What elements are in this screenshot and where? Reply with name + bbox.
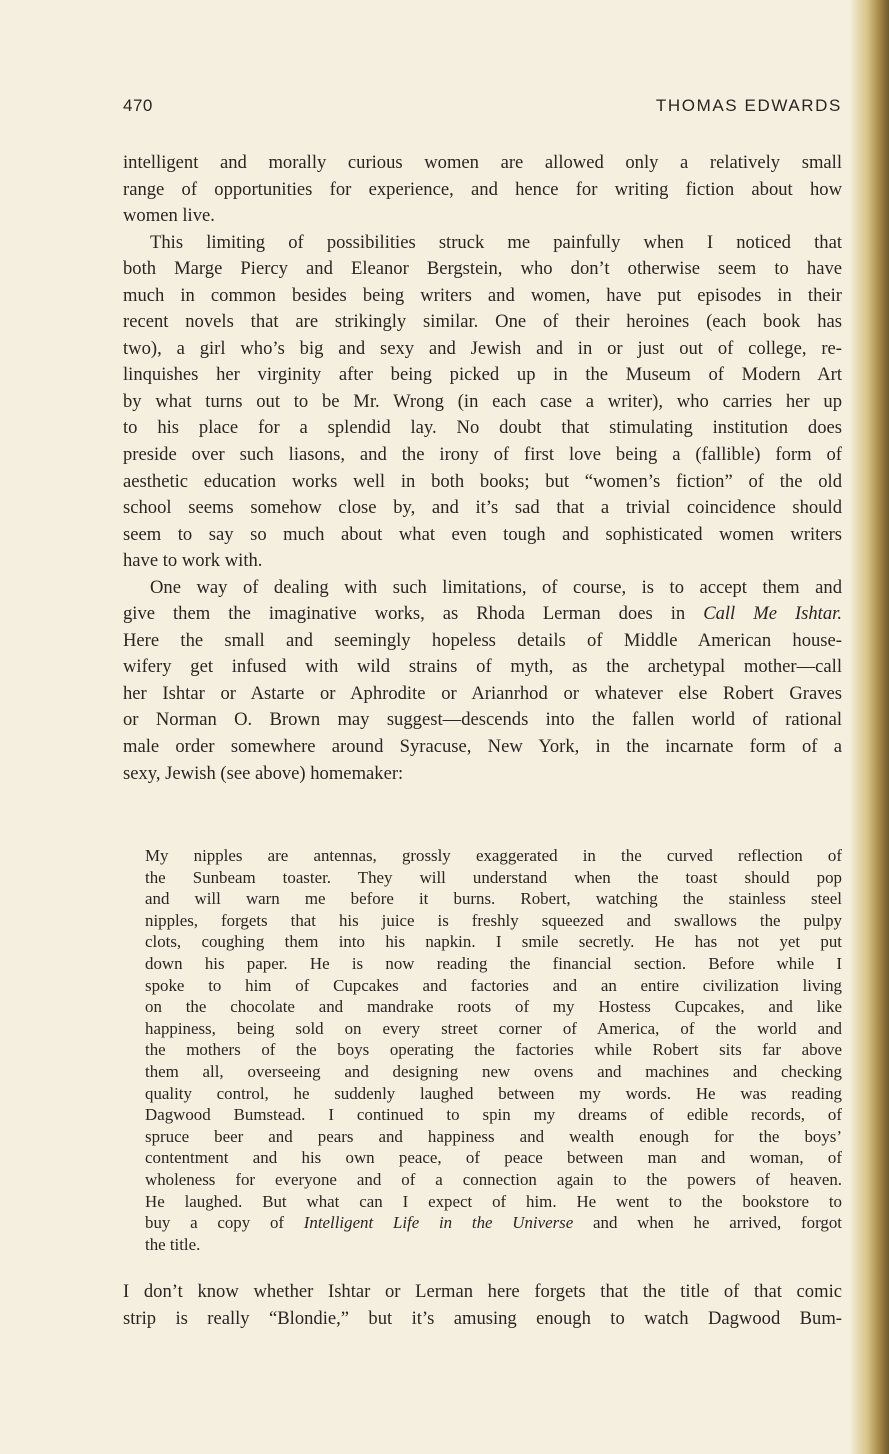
text-line xyxy=(145,1083,842,1105)
text-line xyxy=(123,575,842,602)
text-line xyxy=(123,442,842,469)
line-text: spoke to him of Cupcakes and factories and an entire civilization living xyxy=(145,975,842,995)
line-text: clots, coughing them into his napkin. I smile secretly. He has not yet put xyxy=(145,932,842,952)
text-line xyxy=(123,628,842,655)
text-line xyxy=(145,1169,842,1191)
body-text-before-quote xyxy=(123,150,842,787)
text-line xyxy=(145,996,842,1018)
text-line xyxy=(123,230,842,257)
line-text: I don’t know whether Ishtar or Lerman here forgets that the title of that comic xyxy=(123,1281,842,1302)
text-line xyxy=(123,734,842,761)
text-line xyxy=(145,1061,842,1083)
line-text: Dagwood Bumstead. I continued to spin my dreams of edible records, of xyxy=(145,1105,842,1125)
line-text: preside over such liasons, and the irony of first love being a (fallible) form of xyxy=(123,444,842,466)
text-line xyxy=(123,203,842,230)
text-line xyxy=(123,283,842,310)
text-line xyxy=(123,336,842,363)
line-text: down his paper. He is now reading the financial section. Before while I xyxy=(145,953,842,973)
line-text: My nipples are antennas, grossly exaggerated in the curved reflection of xyxy=(145,846,842,865)
text-line xyxy=(145,975,842,997)
text-line xyxy=(145,1018,842,1040)
line-text: them all, overseeing and designing new ovens and machines and checking xyxy=(145,1061,842,1081)
line-text: happiness, being sold on every street corner of America, of the world and xyxy=(145,1018,842,1038)
text-line xyxy=(123,707,842,734)
line-text: Here the small and seemingly hopeless details of Middle American house- xyxy=(123,629,842,651)
italic-title: Call Me Ishtar. xyxy=(703,603,842,625)
line-text: seem to say so much about what even tough and sophisticated women writers xyxy=(123,523,842,545)
text-line xyxy=(123,415,842,442)
line-text: and will warn me before it burns. Robert, watching the stainless steel xyxy=(145,889,842,909)
page-binding-shadow xyxy=(849,0,889,1454)
line-text: on the chocolate and mandrake roots of my Hostess Cupcakes, and like xyxy=(145,997,842,1017)
line-text: wholeness for everyone and of a connection again to the powers of heaven. xyxy=(145,1169,842,1189)
line-text: buy a copy of xyxy=(145,1213,304,1233)
line-text: wifery get infused with wild strains of myth, as the archetypal mother—call xyxy=(123,656,842,678)
text-line xyxy=(123,256,842,283)
line-text: the Sunbeam toaster. They will understand when the toast should pop xyxy=(145,867,842,887)
text-line xyxy=(123,469,842,496)
text-line xyxy=(123,1279,842,1306)
page-number: 470 xyxy=(123,96,153,115)
text-line xyxy=(145,1039,842,1061)
text-line xyxy=(123,1306,842,1333)
running-head: THOMAS EDWARDS xyxy=(655,96,842,115)
text-line xyxy=(145,910,842,932)
line-text: two), a girl who’s big and sexy and Jewish and in or just out of college, re- xyxy=(123,337,842,359)
line-text: recent novels that are strikingly similar. One of their heroines (each book has xyxy=(123,311,842,333)
text-line xyxy=(123,601,842,628)
line-text: both Marge Piercy and Eleanor Bergstein, who don’t otherwise seem to have xyxy=(123,258,842,280)
text-line xyxy=(145,1147,842,1169)
line-text: have to work with. xyxy=(123,550,263,572)
text-line xyxy=(123,654,842,681)
text-line xyxy=(145,953,842,975)
line-text: to his place for a splendid lay. No doubt that stimulating institution does xyxy=(123,417,842,439)
body-text-after-quote xyxy=(123,1279,842,1332)
text-line xyxy=(123,150,842,177)
line-text: or Norman O. Brown may suggest—descends into the fallen world of rational xyxy=(123,709,842,731)
line-text: This limiting of possibilities struck me painfully when I noticed that xyxy=(150,231,842,253)
line-text: range of opportunities for experience, and hence for writing fiction about how xyxy=(123,178,842,200)
line-text: contentment and his own peace, of peace between man and woman, of xyxy=(145,1148,842,1168)
text-line xyxy=(145,888,842,910)
text-line xyxy=(123,495,842,522)
text-line xyxy=(123,362,842,389)
text-line xyxy=(123,177,842,204)
line-text: and when he arrived, forgot xyxy=(573,1213,842,1233)
text-line xyxy=(145,845,842,867)
italic-title: Intelligent Life in the Universe xyxy=(303,1213,574,1233)
line-text: intelligent and morally curious women are allowed only a relatively small xyxy=(123,152,842,173)
text-line xyxy=(123,309,842,336)
line-text: quality control, he suddenly laughed between my words. He was reading xyxy=(145,1083,842,1103)
line-text: spruce beer and pears and happiness and wealth enough for the boys’ xyxy=(145,1126,842,1146)
line-text: by what turns out to be Mr. Wrong (in each case a writer), who carries her up xyxy=(123,390,842,412)
text-line xyxy=(123,548,842,575)
text-line xyxy=(145,867,842,889)
line-text: One way of dealing with such limitations, of course, is to accept them and xyxy=(150,576,842,598)
text-line xyxy=(123,522,842,549)
line-text: much in common besides being writers and women, have put episodes in their xyxy=(123,284,842,306)
text-line xyxy=(123,761,842,788)
line-text: aesthetic education works well in both books; but “women’s fiction” of the old xyxy=(123,470,842,492)
line-text: give them the imaginative works, as Rhoda Lerman does in xyxy=(123,603,704,625)
block-quote xyxy=(145,845,842,1255)
line-text: women live. xyxy=(123,205,215,227)
line-text: the title. xyxy=(145,1234,201,1254)
text-line xyxy=(145,931,842,953)
text-line xyxy=(123,681,842,708)
text-line xyxy=(145,1212,842,1234)
line-text: school seems somehow close by, and it’s sad that a trivial coincidence should xyxy=(123,497,842,519)
line-text: her Ishtar or Astarte or Aphrodite or Arianrhod or whatever else Robert Graves xyxy=(123,682,842,704)
line-text: male order somewhere around Syracuse, New York, in the incarnate form of a xyxy=(123,736,842,758)
line-text: linquishes her virginity after being picked up in the Museum of Modern Art xyxy=(123,364,842,386)
line-text: the mothers of the boys operating the factories while Robert sits far above xyxy=(145,1040,842,1060)
text-line xyxy=(145,1234,842,1256)
line-text: He laughed. But what can I expect of him. He went to the bookstore to xyxy=(145,1191,842,1211)
text-line xyxy=(123,389,842,416)
text-line xyxy=(145,1104,842,1126)
text-line xyxy=(145,1126,842,1148)
text-line xyxy=(145,1191,842,1213)
line-text: sexy, Jewish (see above) homemaker: xyxy=(123,762,404,784)
line-text: nipples, forgets that his juice is freshly squeezed and swallows the pulpy xyxy=(145,910,842,930)
line-text: strip is really “Blondie,” but it’s amusing enough to watch Dagwood Bum- xyxy=(123,1307,842,1329)
